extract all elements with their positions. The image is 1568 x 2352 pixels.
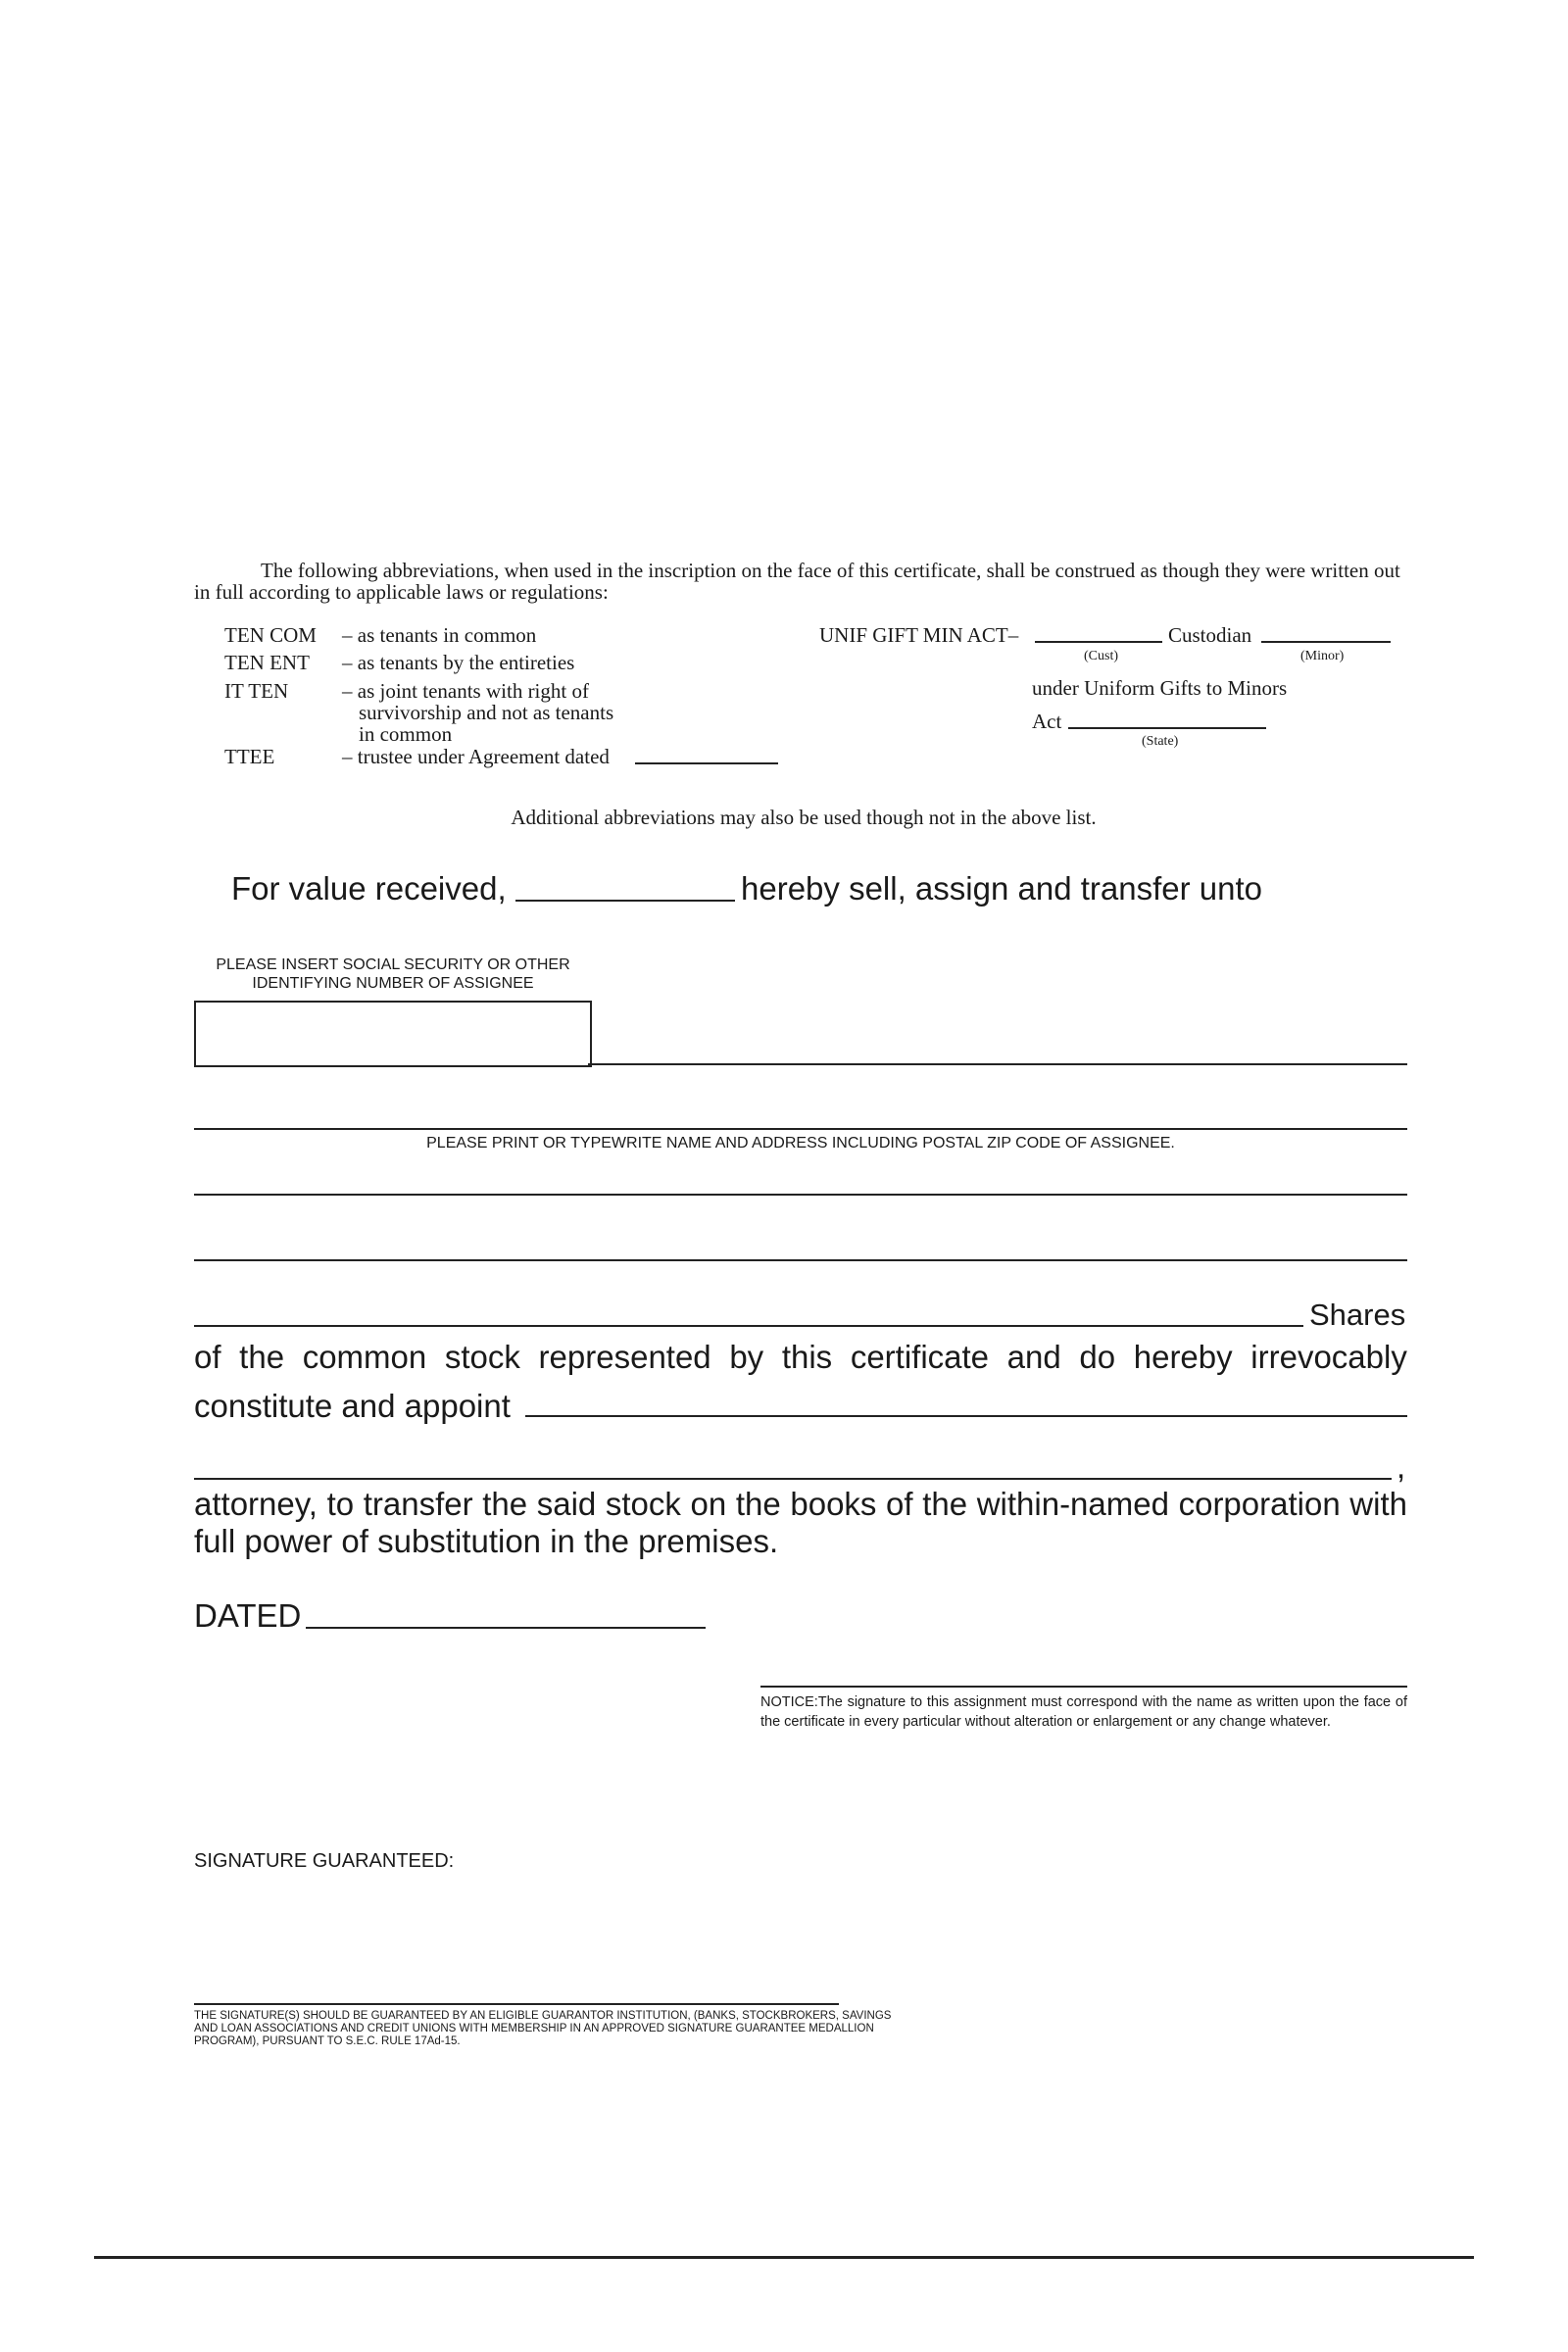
- minor-line[interactable]: [1261, 641, 1391, 643]
- shares-count-line[interactable]: [194, 1325, 1303, 1327]
- common-stock-word: and: [1006, 1339, 1061, 1375]
- abbr-code-ten-com: TEN COM: [224, 623, 317, 647]
- abbr-meaning-ten-ent: – as tenants by the entireties: [342, 651, 575, 674]
- shares-label: Shares: [1309, 1298, 1406, 1332]
- abbr-meaning-it-ten-line3: in common: [359, 722, 453, 746]
- assignee-line-1[interactable]: [588, 1063, 1407, 1065]
- signature-guaranteed-label: SIGNATURE GUARANTEED:: [194, 1850, 455, 1872]
- attorney-line-comma: ,: [1396, 1448, 1406, 1485]
- common-stock-word: by: [729, 1339, 764, 1375]
- signature-notice: NOTICE:The signature to this assignment must correspond with the name as written upon the face of the certificate in every particular without alteration or enlargement or any change whatever.: [760, 1694, 1407, 1730]
- additional-abbreviations-note: Additional abbreviations may also be used though not in the above list.: [511, 806, 1097, 829]
- abbr-code-ttee: TTEE: [224, 745, 275, 768]
- abbr-meaning-it-ten: – as joint tenants with right of: [342, 679, 589, 703]
- common-stock-word: hereby: [1133, 1339, 1233, 1375]
- assignee-address-line-2[interactable]: [194, 1259, 1407, 1261]
- act-label: Act: [1032, 710, 1062, 733]
- common-stock-word: of: [194, 1339, 221, 1375]
- signature-guarantee-fine-print: THE SIGNATURE(S) SHOULD BE GUARANTEED BY AN ELIGIBLE GUARANTOR INSTITUTION, (BANKS, STOCKBROKERS, SAVINGS AND LOAN ASSOCIATIONS AND CREDIT UNIONS WITH MEMBERSHIP IN AN APPROVED SIGNATURE GUARANTEE MEDALLION PROGRAM), PURSUANT TO S.E.C. RULE 17Ad-15.: [194, 2010, 892, 2047]
- assignee-address-line-1[interactable]: [194, 1194, 1407, 1196]
- state-caption: (State): [1142, 734, 1179, 749]
- page-bottom-rule: [94, 2256, 1474, 2259]
- common-stock-word: represented: [538, 1339, 711, 1375]
- abbr-meaning-ttee: – trustee under Agreement dated: [342, 745, 610, 768]
- abbr-code-it-ten: IT TEN: [224, 679, 289, 703]
- custodian-label: Custodian: [1168, 623, 1252, 647]
- abbreviations-intro: The following abbreviations, when used in the inscription on the face of this certificate, shall be construed as though they were written out in full according to applicable laws or regulations:: [194, 559, 1400, 604]
- common-stock-word: this: [781, 1339, 833, 1375]
- common-stock-word: the: [239, 1339, 285, 1375]
- cust-line[interactable]: [1035, 641, 1162, 643]
- common-stock-word: irrevocably: [1250, 1339, 1407, 1375]
- abbr-code-ten-ent: TEN ENT: [224, 651, 310, 674]
- cust-caption: (Cust): [1084, 649, 1118, 663]
- ssn-caption-line1: PLEASE INSERT SOCIAL SECURITY OR OTHER: [216, 956, 570, 973]
- attorney-paragraph: attorney, to transfer the said stock on the books of the within-named corporation with full power of substitution in the premises.: [194, 1486, 1407, 1559]
- hereby-transfer-text: hereby sell, assign and transfer unto: [741, 870, 1262, 906]
- for-value-received: For value received,: [231, 870, 507, 906]
- ssn-caption-line2: IDENTIFYING NUMBER OF ASSIGNEE: [252, 975, 534, 992]
- common-stock-line: [194, 1339, 1407, 1376]
- guarantor-signature-line[interactable]: [194, 2003, 839, 2005]
- abbr-meaning-it-ten-line2: survivorship and not as tenants: [359, 701, 614, 724]
- attorney-name-line-2[interactable]: [194, 1478, 1392, 1480]
- common-stock-word: stock: [444, 1339, 520, 1375]
- common-stock-word: do: [1079, 1339, 1116, 1375]
- transferor-line[interactable]: [515, 900, 735, 902]
- unif-gift-label: UNIF GIFT MIN ACT–: [819, 623, 1019, 647]
- assignee-line-2[interactable]: [194, 1128, 1407, 1130]
- attorney-name-line-1[interactable]: [525, 1415, 1407, 1417]
- state-line[interactable]: [1068, 727, 1266, 729]
- ttee-date-line[interactable]: [635, 762, 778, 764]
- common-stock-word: common: [302, 1339, 427, 1375]
- common-stock-word: certificate: [850, 1339, 990, 1375]
- ssn-input-box[interactable]: [194, 1001, 592, 1067]
- minor-caption: (Minor): [1300, 649, 1345, 663]
- dated-line[interactable]: [306, 1627, 706, 1629]
- under-uniform-gifts: under Uniform Gifts to Minors: [1032, 676, 1288, 700]
- dated-label: DATED: [194, 1597, 302, 1634]
- signature-line[interactable]: [760, 1686, 1407, 1688]
- assignee-name-caption: PLEASE PRINT OR TYPEWRITE NAME AND ADDRESS INCLUDING POSTAL ZIP CODE OF ASSIGNEE.: [426, 1135, 1175, 1152]
- constitute-appoint-label: constitute and appoint: [194, 1388, 511, 1424]
- abbr-meaning-ten-com: – as tenants in common: [342, 623, 537, 647]
